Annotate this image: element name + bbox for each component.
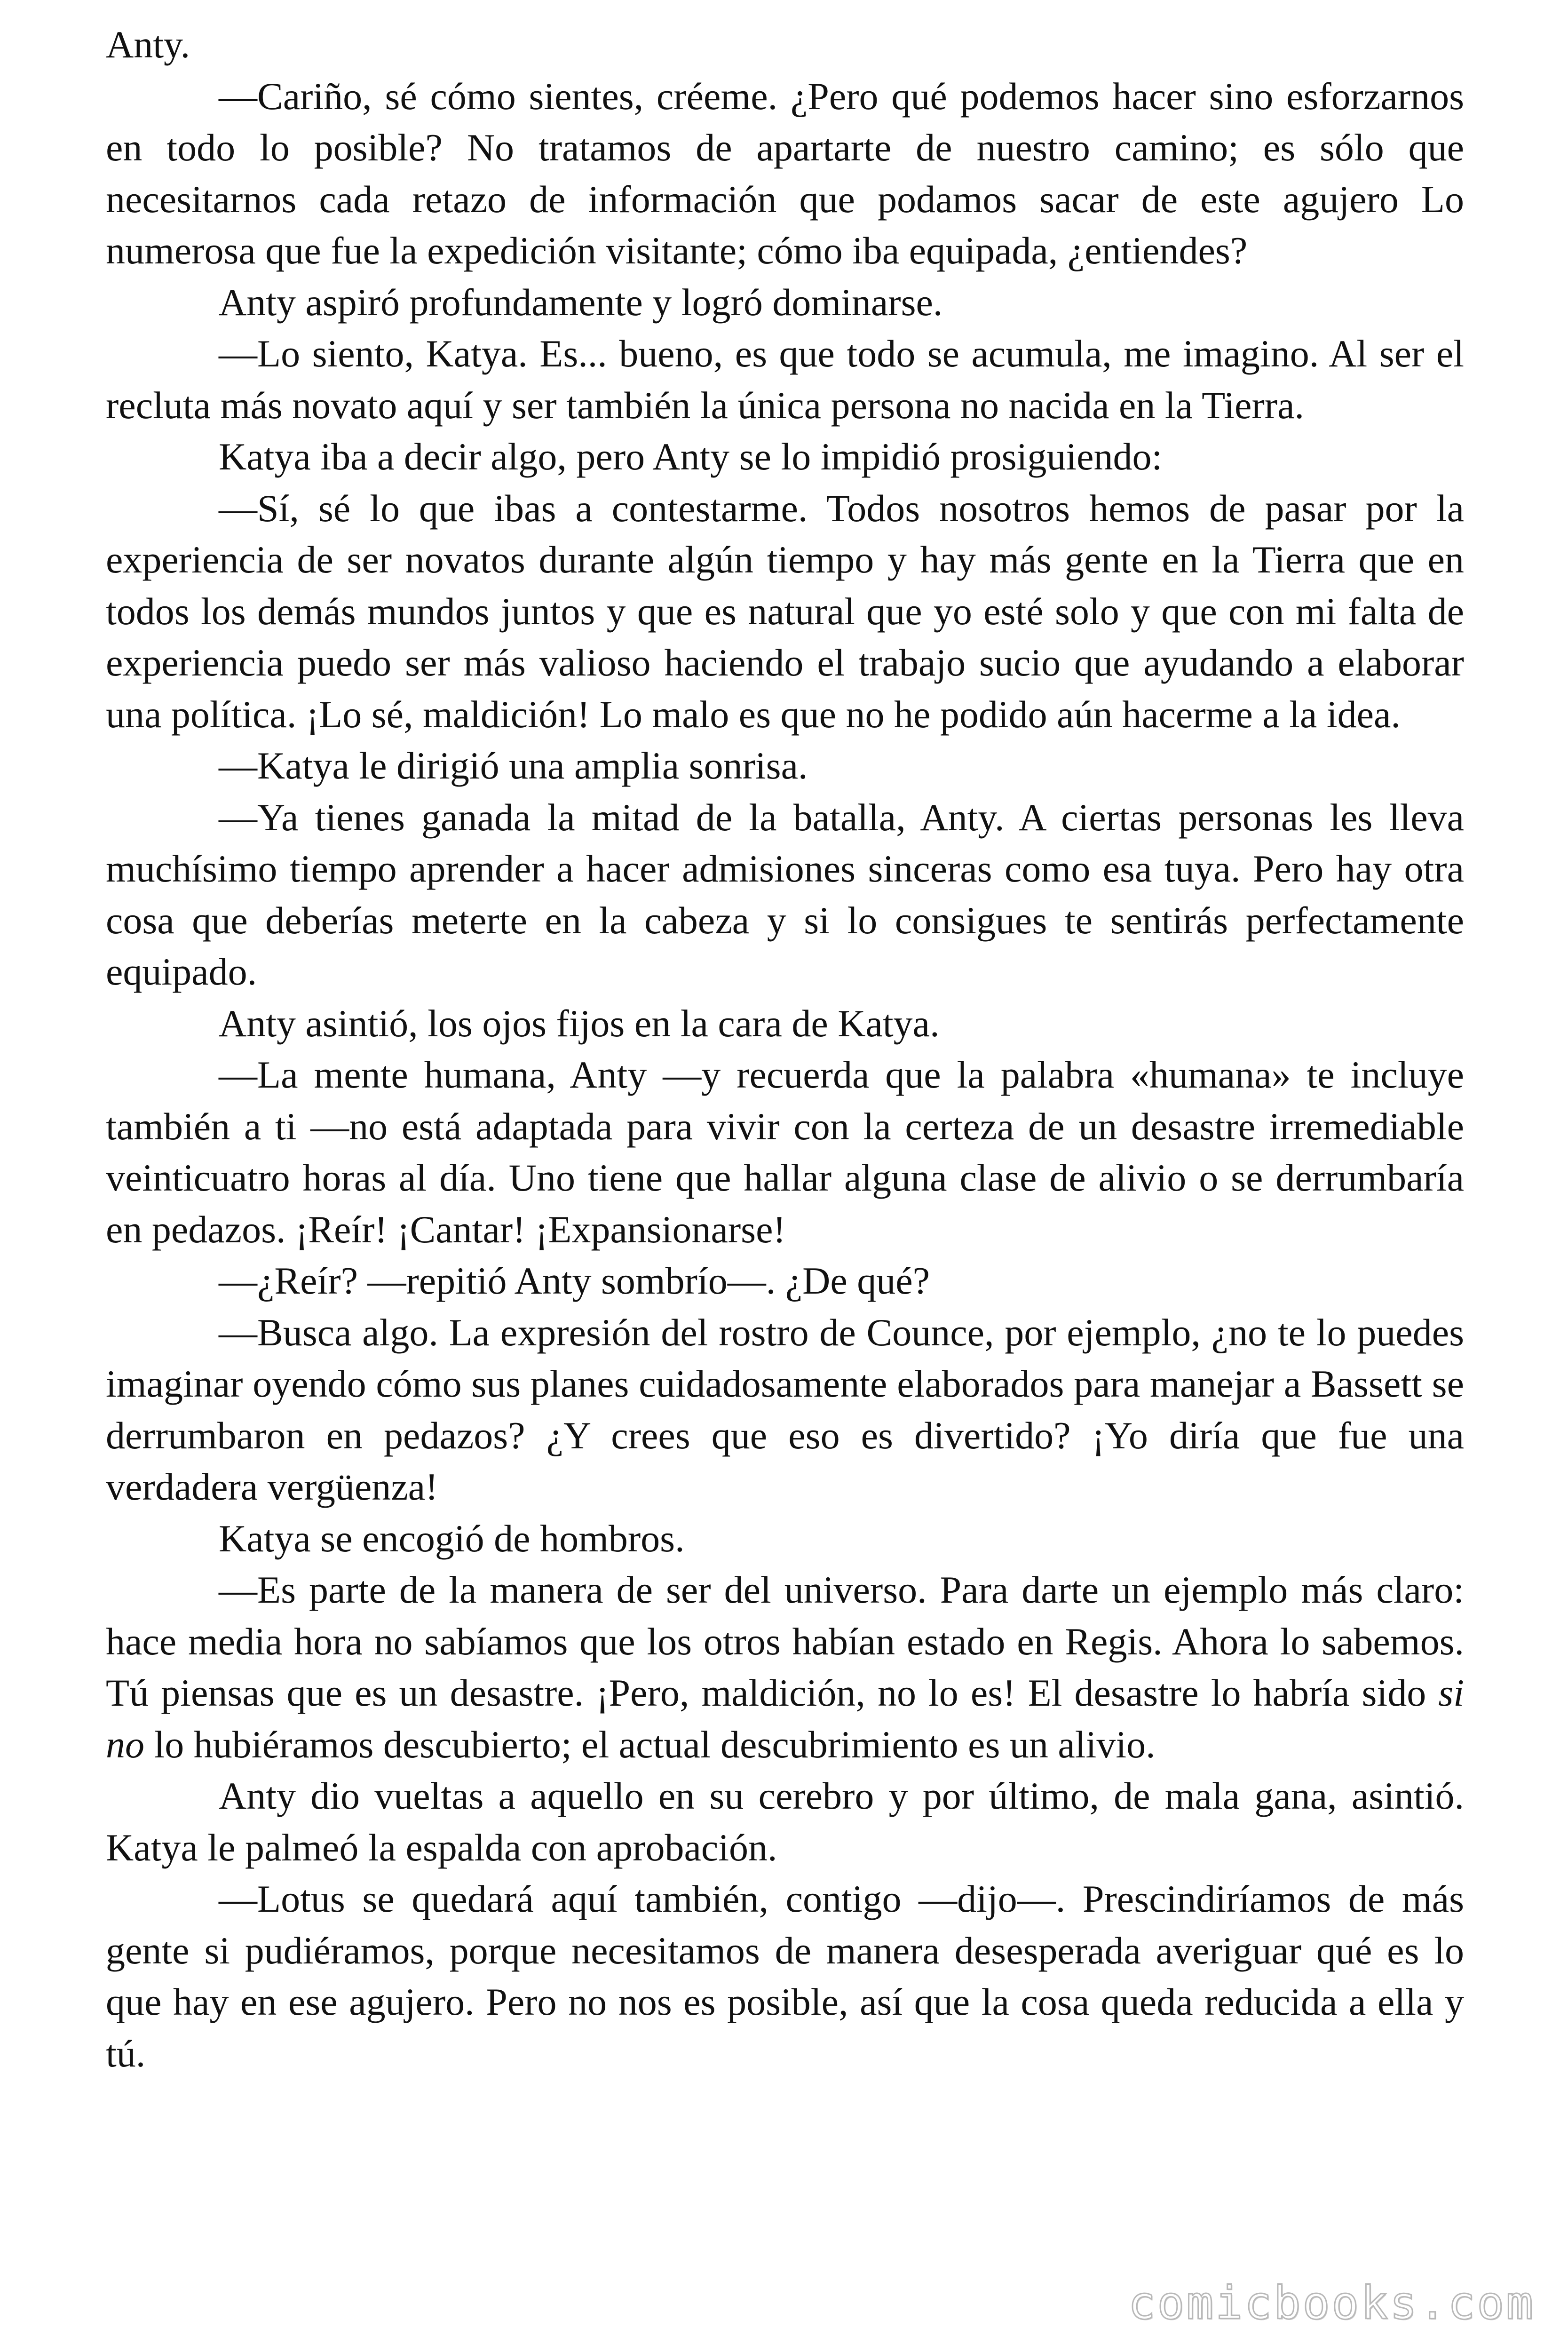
paragraph: Anty aspiró profundamente y logró dominarse. [219,280,943,324]
paragraph-with-emphasis [106,1564,1464,1770]
paragraph: —La mente humana, Anty —y recuerda que la palabra «humana» te incluye también a ti —no está adaptada para vivir con la certeza de un desastre irremediable veinticuatro horas al día. Uno tiene que hallar alguna clase de alivio o se derrumbaría en pedazos. ¡Reír! ¡Cantar! ¡Expansionarse! [106,1053,1464,1251]
paragraph-text: lo hubiéramos descubierto; el actual descubrimiento es un alivio. [144,1723,1156,1766]
paragraph: —¿Reír? —repitió Anty sombrío—. ¿De qué? [219,1259,930,1302]
emphasized-text: si no [106,1671,1464,1766]
paragraph: Anty asintió, los ojos fijos en la cara de Katya. [219,1001,940,1045]
paragraph: —Busca algo. La expresión del rostro de Counce, por ejemplo, ¿no te lo puedes imaginar oyendo cómo sus planes cuidadosamente elaborados para manejar a Bassett se derrumbaron en pedazos? ¿Y crees que eso es divertido? ¡Yo diría que fue una verdadera vergüenza! [106,1311,1464,1508]
book-page-text [106,19,1464,2079]
paragraph: Katya iba a decir algo, pero Anty se lo impidió prosiguiendo: [219,435,1163,478]
paragraph: —Cariño, sé cómo sientes, créeme. ¿Pero qué podemos hacer sino esforzarnos en todo lo posible? No tratamos de apartarte de nuestro camino; es sólo que necesitarnos cada retazo de información que podamos sacar de este agujero Lo numerosa que fue la expedición visitante; cómo iba equipada, ¿entiendes? [106,74,1464,272]
paragraph: Katya se encogió de hombros. [219,1517,685,1560]
paragraph: —Lo siento, Katya. Es... bueno, es que todo se acumula, me imagino. Al ser el recluta más novato aquí y ser también la única persona no nacida en la Tierra. [106,332,1464,427]
paragraph: —Lotus se quedará aquí también, contigo —dijo—. Prescindiríamos de más gente si pudiéramos, porque necesitamos de manera desesperada averiguar qué es lo que hay en ese agujero. Pero no nos es posible, así que la cosa queda reducida a ella y tú. [106,1877,1464,2075]
paragraph: —Ya tienes ganada la mitad de la batalla, Anty. A ciertas personas les lleva muchísimo tiempo aprender a hacer admisiones sinceras como esa tuya. Pero hay otra cosa que deberías meterte en la cabeza y si lo consigues te sentirás perfectamente equipado. [106,795,1464,993]
paragraph: Anty dio vueltas a aquello en su cerebro y por último, de mala gana, asintió. Katya le palmeó la espalda con aprobación. [106,1774,1464,1869]
watermark: comicbooks.com [1128,2277,1535,2329]
paragraph: —Katya le dirigió una amplia sonrisa. [219,744,808,787]
paragraph: Anty. [106,23,190,66]
paragraph: —Sí, sé lo que ibas a contestarme. Todos nosotros hemos de pasar por la experiencia de ser novatos durante algún tiempo y hay más gente en la Tierra que en todos los demás mundos juntos y que es natural que yo esté solo y que con mi falta de experiencia puedo ser más valioso haciendo el trabajo sucio que ayudando a elaborar una política. ¡Lo sé, maldición! Lo malo es que no he podido aún hacerme a la idea. [106,486,1464,736]
paragraph-text: —Es parte de la manera de ser del universo. Para darte un ejemplo más claro: hace media hora no sabíamos que los otros habían estado en Regis. Ahora lo sabemos. Tú piensas que es un desastre. ¡Pero, maldición, no lo es! El desastre lo habría sido [106,1568,1464,1714]
